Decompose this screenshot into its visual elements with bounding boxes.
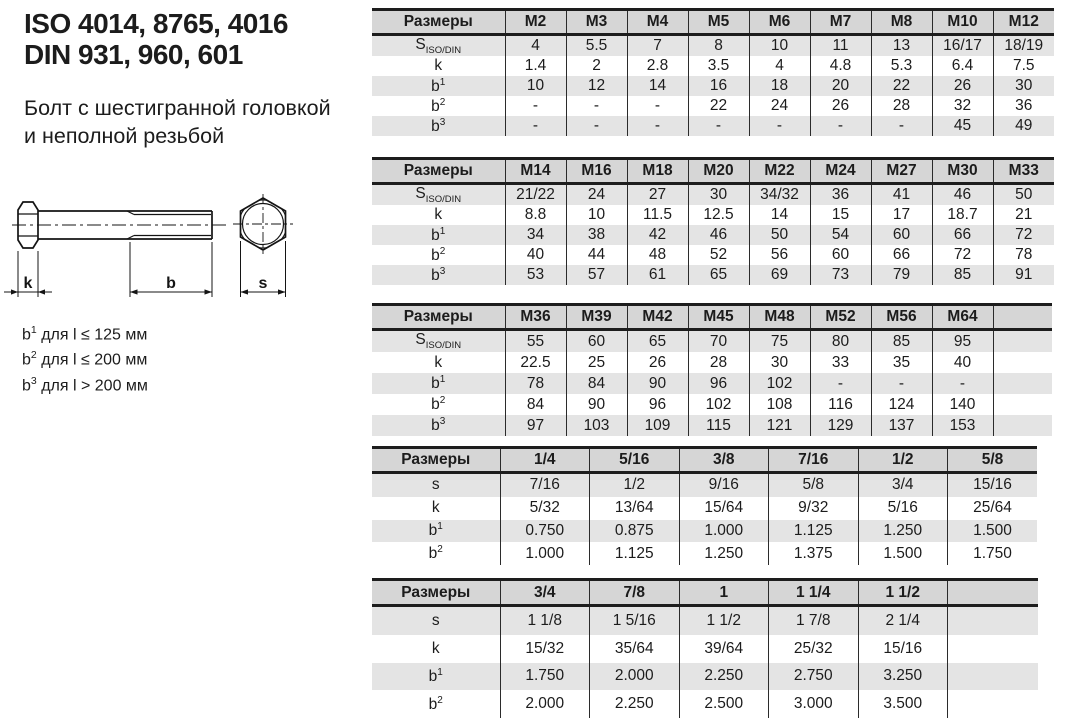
table-row <box>372 205 1054 225</box>
table-cell: 6.4 <box>932 56 993 76</box>
table-cell: 7/16 <box>500 473 590 497</box>
table-cell: 11.5 <box>627 205 688 225</box>
table-cell: 61 <box>627 265 688 285</box>
size-header: Размеры <box>372 305 505 330</box>
empty-cell <box>993 330 1052 353</box>
bolt-technical-drawing <box>0 185 320 315</box>
empty-cell <box>993 352 1052 373</box>
table-cell: 116 <box>810 394 871 415</box>
column-header: M4 <box>627 10 688 35</box>
table-cell: 8 <box>688 35 749 57</box>
table-row <box>372 690 1038 718</box>
table-cell: 65 <box>627 330 688 353</box>
table-cell: 38 <box>566 225 627 245</box>
table-cell: 22.5 <box>505 352 566 373</box>
table-cell: 13/64 <box>590 497 680 520</box>
row-label: k <box>372 56 505 76</box>
table-row <box>372 76 1054 96</box>
table-cell: 96 <box>688 373 749 394</box>
column-header: M10 <box>932 10 993 35</box>
table-cell: 46 <box>688 225 749 245</box>
row-label: s <box>372 473 500 497</box>
column-header: M8 <box>871 10 932 35</box>
size-header: Размеры <box>372 448 500 473</box>
column-header: M45 <box>688 305 749 330</box>
header-row <box>372 305 1052 330</box>
column-header: M20 <box>688 159 749 184</box>
table-cell: 1.250 <box>858 520 948 543</box>
table-cell: 52 <box>688 245 749 265</box>
table-cell: 102 <box>749 373 810 394</box>
table-cell: 24 <box>749 96 810 116</box>
row-label: $b^2$ <box>372 690 500 718</box>
table-cell: 1.4 <box>505 56 566 76</box>
table-cell: 40 <box>932 352 993 373</box>
table-cell: 36 <box>810 184 871 206</box>
product-description <box>24 94 331 150</box>
empty-header <box>948 580 1038 606</box>
table-cell: 3/4 <box>858 473 948 497</box>
table-row <box>372 663 1038 691</box>
table-cell: 35/64 <box>590 635 680 663</box>
table-cell: 1/2 <box>590 473 680 497</box>
row-label: $b^3$ <box>372 415 505 436</box>
table-cell: 91 <box>993 265 1054 285</box>
column-header: 7/8 <box>590 580 680 606</box>
row-label: $b^2$ <box>372 245 505 265</box>
table-cell: 1.500 <box>858 542 948 565</box>
column-header: M5 <box>688 10 749 35</box>
dimension-table-4 <box>372 446 1037 565</box>
row-label: $b^1$ <box>372 76 505 96</box>
note-b1: $b^1$ для l ≤ 125 мм <box>22 324 148 344</box>
column-header: M36 <box>505 305 566 330</box>
note-b2: $b^2$ для l ≤ 200 мм <box>22 349 148 369</box>
table-cell: 2.8 <box>627 56 688 76</box>
column-header: 3/4 <box>500 580 590 606</box>
table-cell: 15/16 <box>858 635 948 663</box>
table-cell: - <box>810 116 871 136</box>
header-row <box>372 580 1038 606</box>
table-cell: 2 <box>566 56 627 76</box>
table-cell: 72 <box>932 245 993 265</box>
table-cell: 90 <box>627 373 688 394</box>
row-label: $b^3$ <box>372 116 505 136</box>
column-header: 1 <box>679 580 769 606</box>
table-cell: 15 <box>810 205 871 225</box>
note-b3: $b^3$ для l > 200 мм <box>22 374 148 394</box>
table-cell: 5/16 <box>858 497 948 520</box>
table-cell: 1.750 <box>948 542 1038 565</box>
table-cell: 25/32 <box>769 635 859 663</box>
table-cell: 90 <box>566 394 627 415</box>
row-label: $S_{ISO/DIN}$ <box>372 184 505 206</box>
description-line-1: Болт с шестигранной головкой <box>24 96 331 120</box>
table-cell: 79 <box>871 265 932 285</box>
row-label: $b^2$ <box>372 542 500 565</box>
table-cell: - <box>688 116 749 136</box>
column-header: M64 <box>932 305 993 330</box>
column-header: M7 <box>810 10 871 35</box>
table-cell: 26 <box>627 352 688 373</box>
table-cell: 2.000 <box>590 663 680 691</box>
table-cell: 45 <box>932 116 993 136</box>
table-cell: 1 5/16 <box>590 606 680 635</box>
header-row <box>372 10 1054 35</box>
empty-cell <box>993 394 1052 415</box>
table-cell: 11 <box>810 35 871 57</box>
table-cell: 129 <box>810 415 871 436</box>
column-header: 5/16 <box>590 448 680 473</box>
column-header: M3 <box>566 10 627 35</box>
empty-cell <box>993 373 1052 394</box>
table-cell: 1 7/8 <box>769 606 859 635</box>
table-cell: 20 <box>810 76 871 96</box>
size-header: Размеры <box>372 159 505 184</box>
table-row <box>372 56 1054 76</box>
table-cell: 15/64 <box>679 497 769 520</box>
table-cell: 1 1/8 <box>500 606 590 635</box>
table-cell: 42 <box>627 225 688 245</box>
standards-title <box>24 8 288 70</box>
table-row <box>372 394 1052 415</box>
column-header: M16 <box>566 159 627 184</box>
table-cell: 32 <box>932 96 993 116</box>
empty-cell <box>948 690 1038 718</box>
description-line-2: и неполной резьбой <box>24 124 225 148</box>
size-header: Размеры <box>372 580 500 606</box>
table-cell: 14 <box>749 205 810 225</box>
column-header: 3/8 <box>679 448 769 473</box>
row-label: k <box>372 635 500 663</box>
table-cell: 22 <box>688 96 749 116</box>
table-cell: 60 <box>871 225 932 245</box>
table-cell: 39/64 <box>679 635 769 663</box>
table-cell: 5/8 <box>769 473 859 497</box>
table-cell: 55 <box>505 330 566 353</box>
table-cell: 16 <box>688 76 749 96</box>
column-header: 1 1/4 <box>769 580 859 606</box>
table-row <box>372 96 1054 116</box>
header-row <box>372 448 1037 473</box>
table-cell: 8.8 <box>505 205 566 225</box>
table-cell: 1.125 <box>590 542 680 565</box>
row-label: $S_{ISO/DIN}$ <box>372 330 505 353</box>
column-header: 5/8 <box>948 448 1038 473</box>
table-cell: 69 <box>749 265 810 285</box>
table-cell: 7.5 <box>993 56 1054 76</box>
table-cell: 30 <box>993 76 1054 96</box>
column-header: M33 <box>993 159 1054 184</box>
table-cell: 10 <box>566 205 627 225</box>
table-cell: - <box>566 96 627 116</box>
row-label: k <box>372 497 500 520</box>
table-cell: 66 <box>871 245 932 265</box>
table-cell: 2.500 <box>679 690 769 718</box>
table-cell: 41 <box>871 184 932 206</box>
table-cell: 46 <box>932 184 993 206</box>
header-row <box>372 159 1054 184</box>
table-cell: 3.000 <box>769 690 859 718</box>
column-header: M24 <box>810 159 871 184</box>
column-header: M27 <box>871 159 932 184</box>
table-cell: 40 <box>505 245 566 265</box>
row-label: $b^3$ <box>372 265 505 285</box>
table-cell: 12.5 <box>688 205 749 225</box>
table-cell: 1.000 <box>500 542 590 565</box>
empty-cell <box>948 606 1038 635</box>
column-header: M42 <box>627 305 688 330</box>
table-cell: 108 <box>749 394 810 415</box>
table-cell: 10 <box>749 35 810 57</box>
table-cell: 80 <box>810 330 871 353</box>
table-cell: 18.7 <box>932 205 993 225</box>
table-cell: 9/32 <box>769 497 859 520</box>
table-cell: 5.3 <box>871 56 932 76</box>
table-cell: 1.750 <box>500 663 590 691</box>
table-cell: 18 <box>749 76 810 96</box>
table-row <box>372 473 1037 497</box>
table-cell: 14 <box>627 76 688 96</box>
table-cell: 1.500 <box>948 520 1038 543</box>
table-cell: 30 <box>749 352 810 373</box>
table-cell: - <box>932 373 993 394</box>
table-cell: - <box>749 116 810 136</box>
row-label: $b^2$ <box>372 394 505 415</box>
row-label: k <box>372 352 505 373</box>
table-cell: 3.5 <box>688 56 749 76</box>
empty-cell <box>948 635 1038 663</box>
table-cell: 50 <box>749 225 810 245</box>
table-cell: 9/16 <box>679 473 769 497</box>
table-cell: - <box>810 373 871 394</box>
table-cell: 54 <box>810 225 871 245</box>
table-row <box>372 184 1054 206</box>
table-cell: 3.250 <box>858 663 948 691</box>
table-cell: - <box>627 96 688 116</box>
table-cell: 7 <box>627 35 688 57</box>
table-cell: 57 <box>566 265 627 285</box>
table-cell: 56 <box>749 245 810 265</box>
table-cell: 84 <box>505 394 566 415</box>
table-cell: 1 1/2 <box>679 606 769 635</box>
table-cell: 18/19 <box>993 35 1054 57</box>
table-cell: 49 <box>993 116 1054 136</box>
table-row <box>372 245 1054 265</box>
table-row <box>372 635 1038 663</box>
table-cell: 1.250 <box>679 542 769 565</box>
column-header: 7/16 <box>769 448 859 473</box>
table-cell: 124 <box>871 394 932 415</box>
table-cell: 96 <box>627 394 688 415</box>
table-row <box>372 497 1037 520</box>
table-cell: 12 <box>566 76 627 96</box>
dimension-table-2 <box>372 157 1054 285</box>
table-cell: 73 <box>810 265 871 285</box>
table-row <box>372 606 1038 635</box>
table-cell: 1.000 <box>679 520 769 543</box>
column-header: M52 <box>810 305 871 330</box>
empty-cell <box>993 415 1052 436</box>
table-cell: 70 <box>688 330 749 353</box>
table-cell: 60 <box>566 330 627 353</box>
column-header: M2 <box>505 10 566 35</box>
table-cell: 26 <box>810 96 871 116</box>
row-label: $S_{ISO/DIN}$ <box>372 35 505 57</box>
table-cell: 33 <box>810 352 871 373</box>
table-row <box>372 520 1037 543</box>
row-label: $b^1$ <box>372 225 505 245</box>
table-cell: 72 <box>993 225 1054 245</box>
table-cell: 10 <box>505 76 566 96</box>
table-cell: 26 <box>932 76 993 96</box>
table-cell: 2.250 <box>590 690 680 718</box>
row-label: $b^1$ <box>372 663 500 691</box>
table-cell: 60 <box>810 245 871 265</box>
table-cell: 3.500 <box>858 690 948 718</box>
column-header: M39 <box>566 305 627 330</box>
row-label: k <box>372 205 505 225</box>
table-cell: 84 <box>566 373 627 394</box>
column-header: M14 <box>505 159 566 184</box>
table-cell: 66 <box>932 225 993 245</box>
table-cell: 13 <box>871 35 932 57</box>
b-dimension-label: b <box>166 275 176 292</box>
table-cell: 2.250 <box>679 663 769 691</box>
table-cell: 34 <box>505 225 566 245</box>
table-cell: 121 <box>749 415 810 436</box>
column-header: 1/2 <box>858 448 948 473</box>
table-cell: 21/22 <box>505 184 566 206</box>
end-view-crosshair <box>233 194 293 254</box>
table-cell: 85 <box>871 330 932 353</box>
table-cell: 2 1/4 <box>858 606 948 635</box>
table-cell: 24 <box>566 184 627 206</box>
table-cell: 65 <box>688 265 749 285</box>
table-cell: - <box>627 116 688 136</box>
table-cell: 103 <box>566 415 627 436</box>
k-dimension-label: k <box>23 275 33 292</box>
dimension-table-1 <box>372 8 1054 136</box>
table-row <box>372 225 1054 245</box>
table-cell: 78 <box>993 245 1054 265</box>
table-row <box>372 116 1054 136</box>
table-cell: 140 <box>932 394 993 415</box>
iso-standards-line: ISO 4014, 8765, 4016 <box>24 8 288 39</box>
table-cell: 28 <box>688 352 749 373</box>
table-row <box>372 35 1054 57</box>
table-cell: 5/32 <box>500 497 590 520</box>
din-standards-line: DIN 931, 960, 601 <box>24 39 243 70</box>
table-cell: 1.125 <box>769 520 859 543</box>
table-cell: - <box>505 96 566 116</box>
table-row <box>372 373 1052 394</box>
s-dimension-label: s <box>258 275 268 292</box>
table-cell: 35 <box>871 352 932 373</box>
table-cell: 50 <box>993 184 1054 206</box>
table-row <box>372 330 1052 353</box>
column-header: M22 <box>749 159 810 184</box>
table-cell: 36 <box>993 96 1054 116</box>
dimension-table-5 <box>372 578 1038 718</box>
table-row <box>372 352 1052 373</box>
table-cell: 15/16 <box>948 473 1038 497</box>
table-cell: 27 <box>627 184 688 206</box>
column-header: M48 <box>749 305 810 330</box>
column-header: 1 1/2 <box>858 580 948 606</box>
column-header: M56 <box>871 305 932 330</box>
row-label: $b^1$ <box>372 373 505 394</box>
table-cell: 0.750 <box>500 520 590 543</box>
table-cell: 16/17 <box>932 35 993 57</box>
row-label: $b^2$ <box>372 96 505 116</box>
column-header: M6 <box>749 10 810 35</box>
table-cell: 153 <box>932 415 993 436</box>
table-cell: 34/32 <box>749 184 810 206</box>
table-cell: 4.8 <box>810 56 871 76</box>
table-cell: 75 <box>749 330 810 353</box>
table-row <box>372 542 1037 565</box>
table-cell: - <box>566 116 627 136</box>
table-cell: 28 <box>871 96 932 116</box>
table-cell: 17 <box>871 205 932 225</box>
empty-header <box>993 305 1052 330</box>
table-cell: 44 <box>566 245 627 265</box>
column-header: M18 <box>627 159 688 184</box>
table-cell: 21 <box>993 205 1054 225</box>
row-label: $b^1$ <box>372 520 500 543</box>
table-cell: 2.000 <box>500 690 590 718</box>
table-cell: 30 <box>688 184 749 206</box>
table-cell: 2.750 <box>769 663 859 691</box>
column-header: M30 <box>932 159 993 184</box>
table-cell: - <box>505 116 566 136</box>
row-label: s <box>372 606 500 635</box>
table-cell: 22 <box>871 76 932 96</box>
table-cell: 78 <box>505 373 566 394</box>
table-cell: 115 <box>688 415 749 436</box>
table-cell: 137 <box>871 415 932 436</box>
table-cell: 95 <box>932 330 993 353</box>
column-header: M12 <box>993 10 1054 35</box>
table-cell: 1.375 <box>769 542 859 565</box>
table-cell: 25 <box>566 352 627 373</box>
column-header: 1/4 <box>500 448 590 473</box>
table-cell: 4 <box>749 56 810 76</box>
table-row <box>372 265 1054 285</box>
table-cell: 53 <box>505 265 566 285</box>
size-header: Размеры <box>372 10 505 35</box>
table-row <box>372 415 1052 436</box>
empty-cell <box>948 663 1038 691</box>
table-cell: 15/32 <box>500 635 590 663</box>
table-cell: - <box>871 373 932 394</box>
table-cell: 85 <box>932 265 993 285</box>
table-cell: 0.875 <box>590 520 680 543</box>
table-cell: 102 <box>688 394 749 415</box>
table-cell: 109 <box>627 415 688 436</box>
table-cell: 48 <box>627 245 688 265</box>
table-cell: - <box>871 116 932 136</box>
dimension-table-3 <box>372 303 1052 436</box>
footnotes <box>22 320 148 396</box>
table-cell: 97 <box>505 415 566 436</box>
table-cell: 5.5 <box>566 35 627 57</box>
table-cell: 4 <box>505 35 566 57</box>
table-cell: 25/64 <box>948 497 1038 520</box>
